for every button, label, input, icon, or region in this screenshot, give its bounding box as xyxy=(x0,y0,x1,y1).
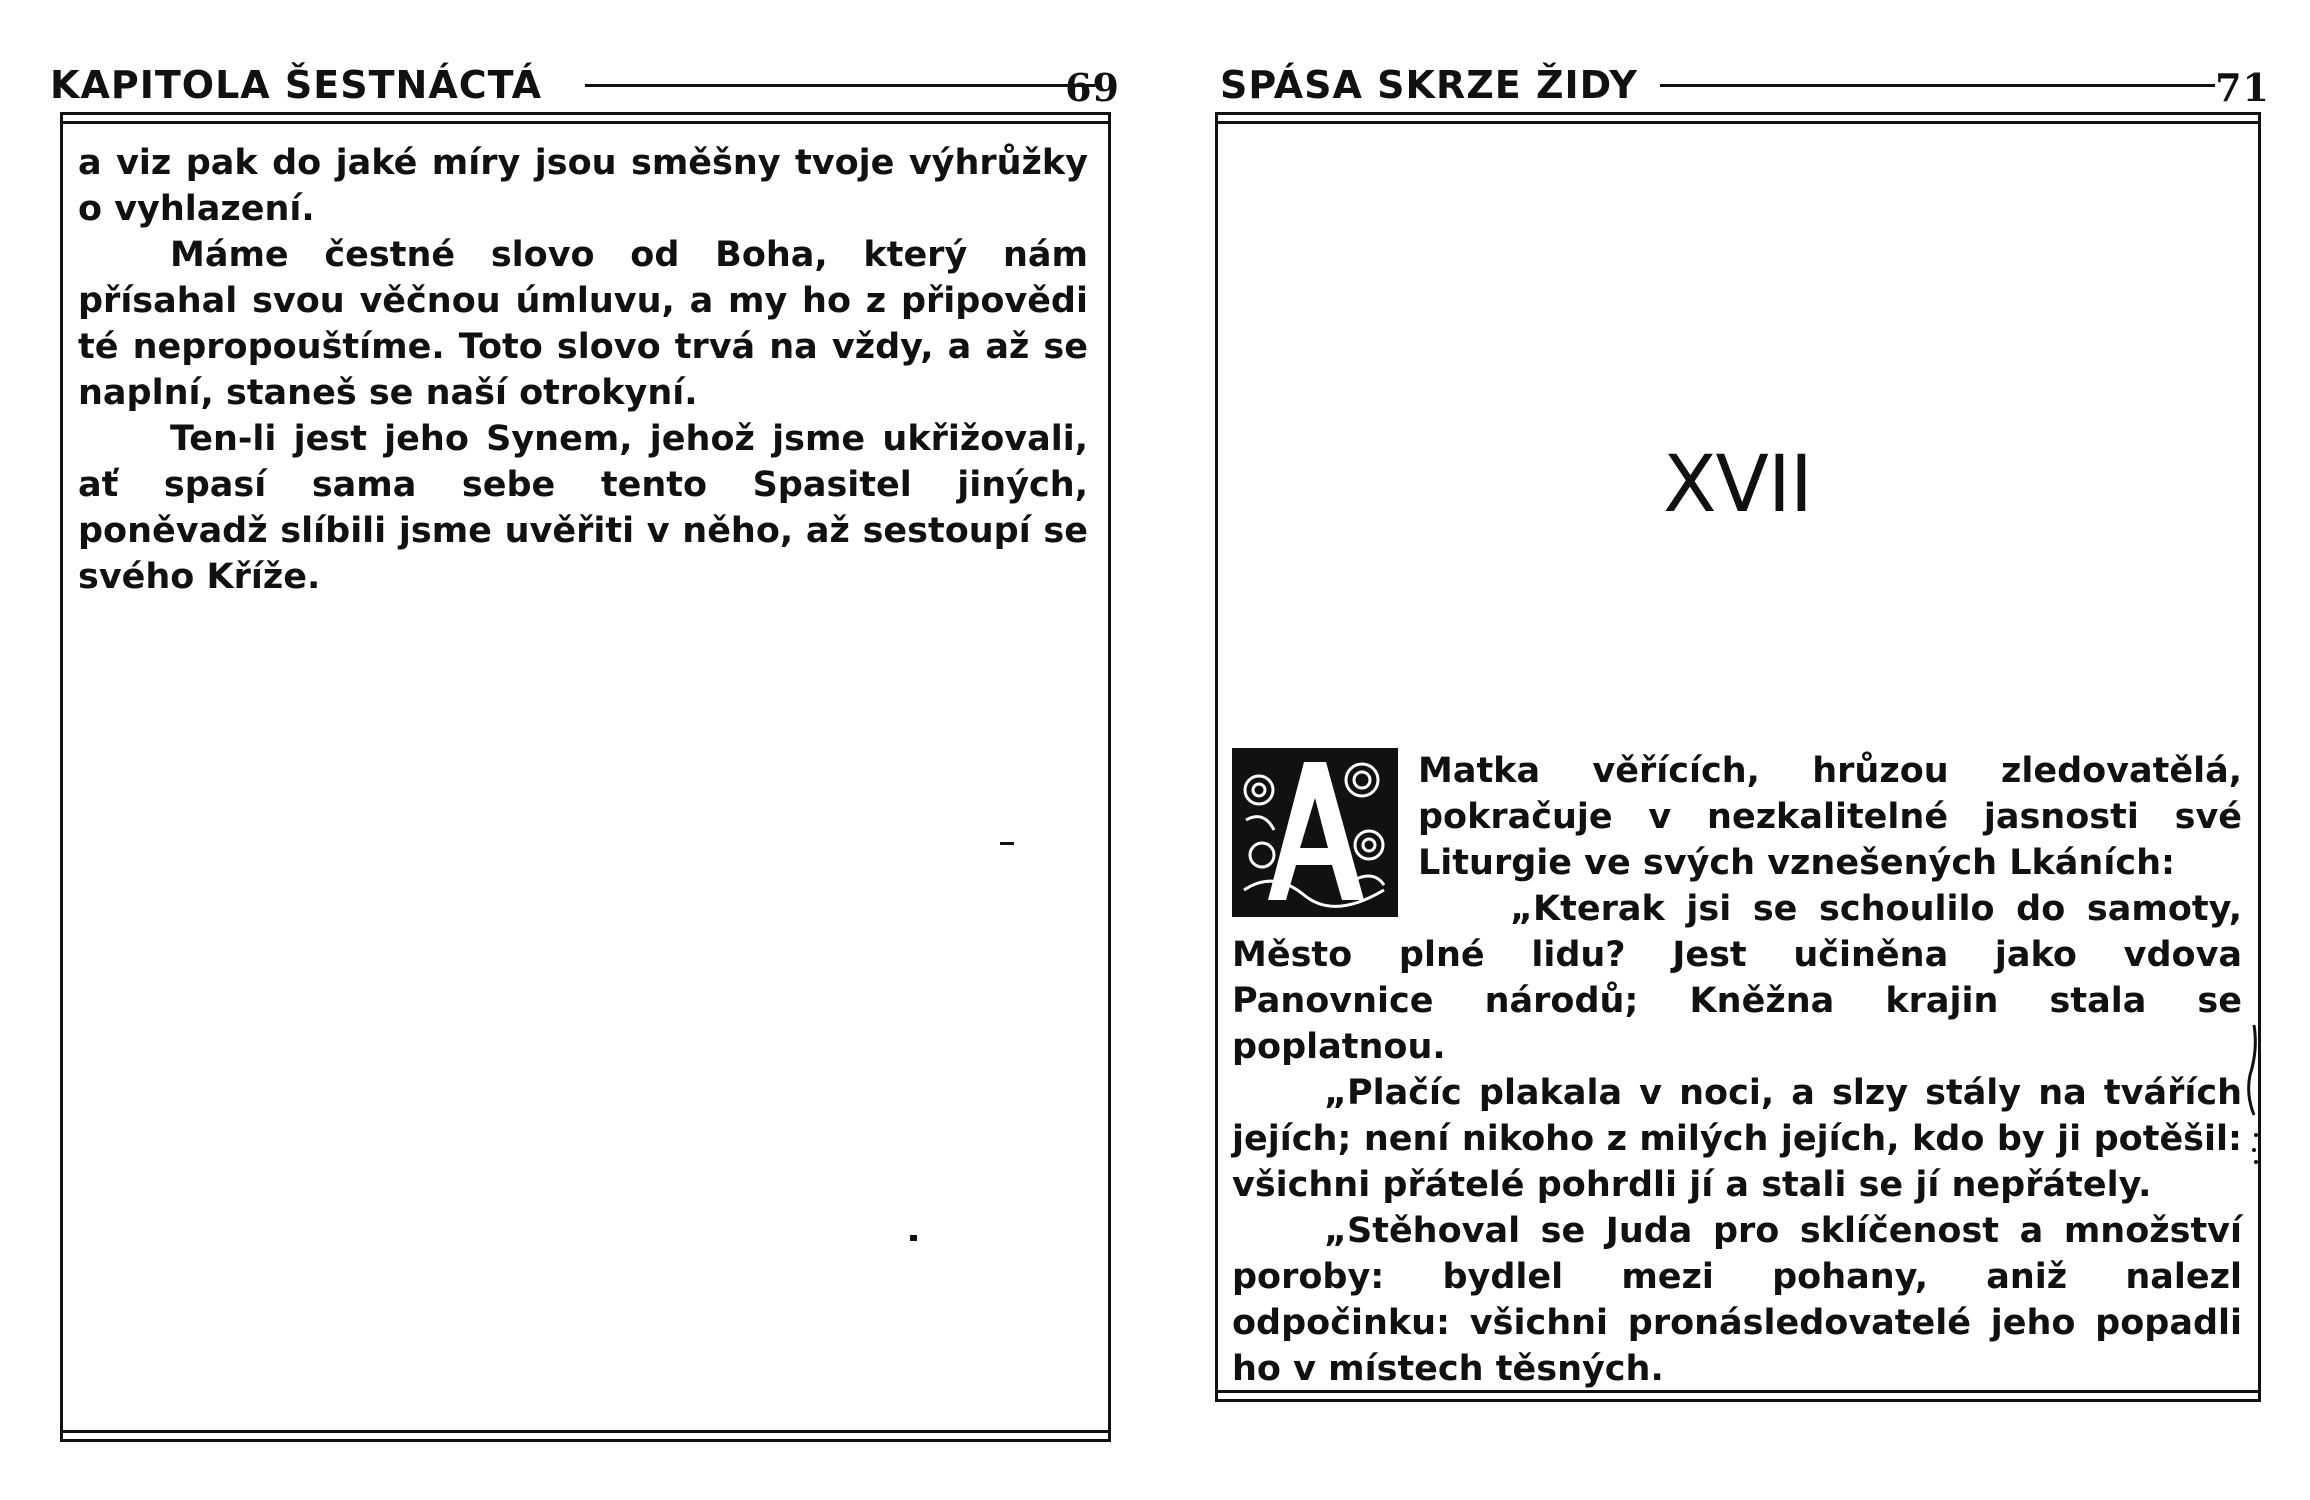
right-text-block xyxy=(1232,748,2242,1392)
left-page xyxy=(0,0,1150,1500)
right-paragraph-1: Matka věřících, hrůzou zledovatělá, pokračuje v nezkalitelné jasnosti své Liturgie ve svých vznešených Lkáních: xyxy=(1418,751,2242,883)
left-paragraph-2: Máme čestné slovo od Boha, který nám přísahal svou věčnou úmluvu, a my ho z připovědi té nepropouštíme. Toto slovo trvá na vždy, a až se naplní, staneš se naší otrokyní. xyxy=(78,235,1088,413)
left-page-number: 69 xyxy=(1065,65,1120,110)
left-bottom-rule xyxy=(60,1430,1111,1442)
right-head-rule xyxy=(1660,84,2215,87)
margin-mark xyxy=(2240,1020,2270,1170)
chapter-number: XVII xyxy=(1663,440,1812,530)
print-speck xyxy=(910,1235,917,1241)
left-paragraph-3: Ten-li jest jeho Synem, jehož jsme ukřižovali, ať spasí sama sebe tento Spasitel jiných, poněvadž slíbili jsme uvěřiti v něho, až sestoupí se svého Kříže. xyxy=(78,419,1088,597)
left-head-rule xyxy=(585,84,1095,87)
left-running-title: KAPITOLA ŠESTNÁCTÁ xyxy=(50,63,543,107)
left-top-rule xyxy=(60,112,1111,124)
print-speck xyxy=(1000,842,1014,845)
ornament-icon xyxy=(1234,750,1396,915)
right-top-rule xyxy=(1215,112,2261,124)
right-page-number: 71 xyxy=(2215,65,2270,110)
right-running-title: SPÁSA SKRZE ŽIDY xyxy=(1220,63,1638,107)
right-paragraph-2: „Kterak jsi se schoulilo do samoty, Město plné lidu? Jest učiněna jako vdova Panovnice národů; Kněžna krajin stala se poplatnou. xyxy=(1232,889,2242,1067)
left-running-head xyxy=(50,62,1120,112)
left-text-block xyxy=(78,140,1088,600)
right-running-head xyxy=(1220,62,2270,112)
right-paragraph-4: „Stěhoval se Juda pro sklíčenost a množství poroby: bydlel mezi pohany, aniž nalezl odpočinku: všichni pronásledovatelé jeho popadli ho v místech těsných. xyxy=(1232,1211,2242,1389)
drop-cap-ornament xyxy=(1232,748,1398,917)
right-paragraph-3: „Plačíc plakala v noci, a slzy stály na tvářích jejích; není nikoho z milých jejích, kdo by ji potěšil: všichni přátelé pohrdli jí a stali se jí nepřátely. xyxy=(1232,1073,2242,1205)
right-page xyxy=(1180,0,2310,1500)
left-paragraph-1: a viz pak do jaké míry jsou směšny tvoje výhrůžky o vyhlazení. xyxy=(78,143,1088,229)
